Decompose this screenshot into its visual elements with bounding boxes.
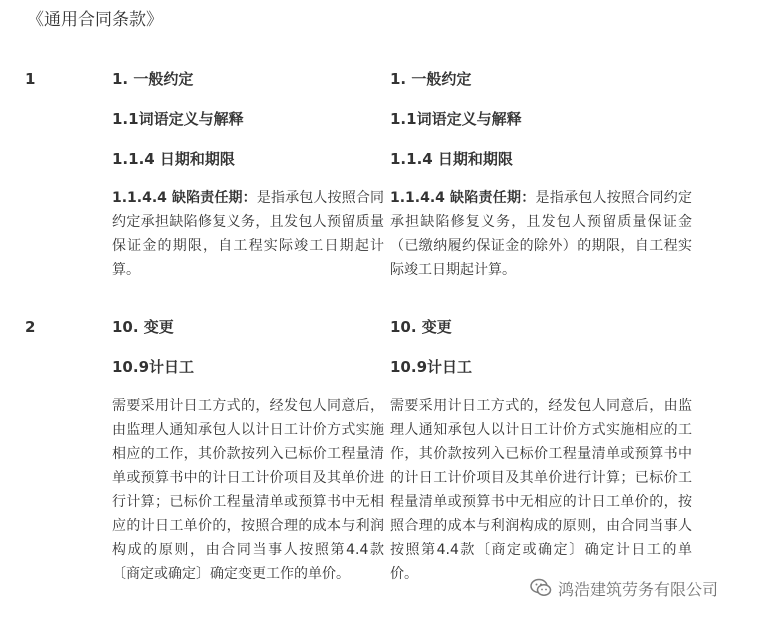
row-number: 1	[25, 70, 36, 88]
subsection-heading: 10.9计日工	[112, 358, 195, 376]
clause-body: 是指承包人按照合同约定承担缺陷修复义务，且发包人预留质量保证金的期限，自工程实际竣工日期起计算。	[112, 190, 385, 278]
page-title: 《通用合同条款》	[27, 10, 163, 30]
wechat-icon	[530, 578, 552, 598]
subsection-heading: 1.1词语定义与解释	[112, 110, 244, 128]
watermark-text: 鸿浩建筑劳务有限公司	[558, 579, 719, 599]
subsection-heading: 1.1词语定义与解释	[390, 110, 522, 128]
subsection-heading: 10.9计日工	[390, 358, 473, 376]
section-heading: 1. 一般约定	[390, 70, 472, 88]
row-number: 2	[25, 318, 36, 336]
section-heading: 10. 变更	[390, 318, 452, 336]
clause-term: 1.1.4.4 缺陷责任期：	[112, 190, 257, 206]
clause-body: 需要采用计日工方式的，经发包人同意后，由监理人通知承包人以计日工计价方式实施相应的工作，其价款按列入已标价工程量清单或预算书中的计日工计价项目及其单价进行计算；已标价工程量清单或预算书中无相应的计日工单价的，按照合理的成本与利润构成的原则，由合同当事人按照第4.4款〔商定或确定〕确定计日工的单价。	[390, 398, 692, 582]
watermark	[530, 572, 718, 604]
section-heading: 1. 一般约定	[112, 70, 194, 88]
clause-term: 1.1.4.4 缺陷责任期：	[390, 190, 536, 206]
clause-heading: 1.1.4 日期和期限	[112, 150, 235, 168]
clause-paragraph	[112, 186, 384, 282]
clause-body: 需要采用计日工方式的，经发包人同意后，由监理人通知承包人以计日工计价方式实施相应的工作，其价款按列入已标价工程量清单或预算书中的计日工计价项目及其单价进行计算；已标价工程量清单或预算书中无相应的计日工单价的，按照合理的成本与利润构成的原则，由合同当事人按照第4.4款〔商定或确定〕确定变更工作的单价。	[112, 398, 384, 582]
clause-paragraph	[390, 186, 692, 282]
clause-body: 是指承包人按照合同约定承担缺陷修复义务，且发包人预留质量保证金（已缴纳履约保证金的除外）的期限，自工程实际竣工日期起计算。	[390, 190, 693, 278]
clause-heading: 1.1.4 日期和期限	[390, 150, 513, 168]
section-heading: 10. 变更	[112, 318, 174, 336]
